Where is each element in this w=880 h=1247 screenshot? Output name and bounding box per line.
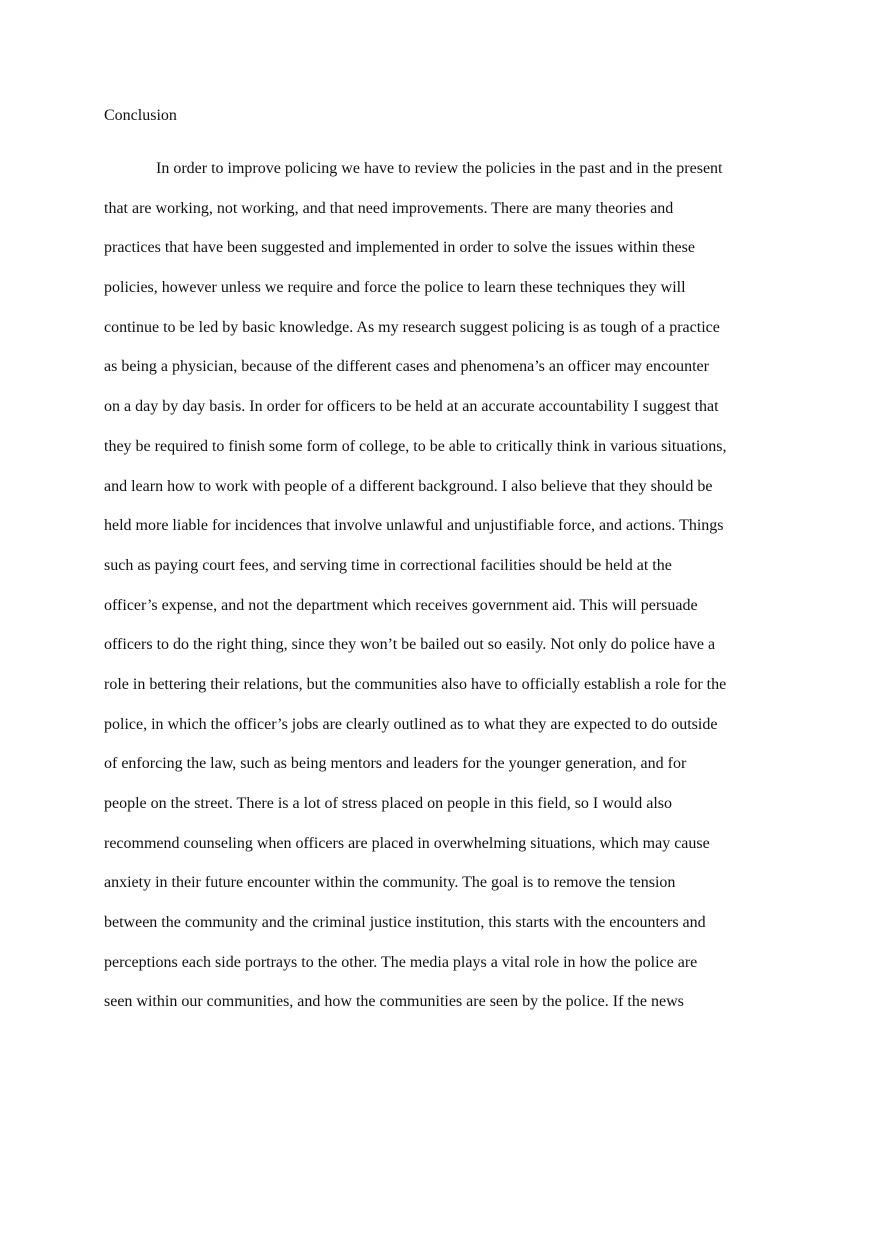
paragraph-line: officer’s expense, and not the department which receives government aid. This will persuade (104, 596, 698, 614)
paragraph-line: officers to do the right thing, since they won’t be bailed out so easily. Not only do police have a (104, 636, 716, 654)
conclusion-paragraph (104, 159, 784, 1032)
paragraph-line: between the community and the criminal justice institution, this starts with the encounters and (104, 914, 706, 932)
paragraph-line: recommend counseling when officers are placed in overwhelming situations, which may cause (104, 834, 710, 852)
paragraph-line: they be required to finish some form of college, to be able to critically think in various situations, (104, 437, 727, 455)
paragraph-line: seen within our communities, and how the communities are seen by the police. If the news (104, 993, 684, 1011)
section-heading: Conclusion (104, 107, 177, 124)
paragraph-line: of enforcing the law, such as being mentors and leaders for the younger generation, and for (104, 755, 687, 773)
paragraph-line: In order to improve policing we have to review the policies in the past and in the present (156, 160, 723, 177)
paragraph-line: and learn how to work with people of a different background. I also believe that they should be (104, 477, 713, 495)
paragraph-line: as being a physician, because of the different cases and phenomena’s an officer may encounter (104, 358, 709, 376)
paragraph-line: practices that have been suggested and implemented in order to solve the issues within these (104, 239, 695, 257)
paragraph-line: police, in which the officer’s jobs are clearly outlined as to what they are expected to do outside (104, 715, 718, 733)
paragraph-line: continue to be led by basic knowledge. As my research suggest policing is as tough of a practice (104, 318, 720, 336)
paragraph-line: policies, however unless we require and force the police to learn these techniques they will (104, 279, 686, 297)
paragraph-line: that are working, not working, and that need improvements. There are many theories and (104, 199, 674, 217)
paragraph-line: role in bettering their relations, but the communities also have to officially establish a role for the (104, 675, 727, 693)
paragraph-line: such as paying court fees, and serving time in correctional facilities should be held at the (104, 556, 672, 574)
paragraph-line: anxiety in their future encounter within the community. The goal is to remove the tension (104, 874, 676, 892)
paragraph-line: held more liable for incidences that involve unlawful and unjustifiable force, and actions. Things (104, 517, 724, 535)
paragraph-line: on a day by day basis. In order for officers to be held at an accurate accountability I suggest that (104, 398, 719, 416)
paragraph-line: perceptions each side portrays to the other. The media plays a vital role in how the police are (104, 953, 698, 971)
paragraph-line: people on the street. There is a lot of stress placed on people in this field, so I would also (104, 795, 673, 812)
